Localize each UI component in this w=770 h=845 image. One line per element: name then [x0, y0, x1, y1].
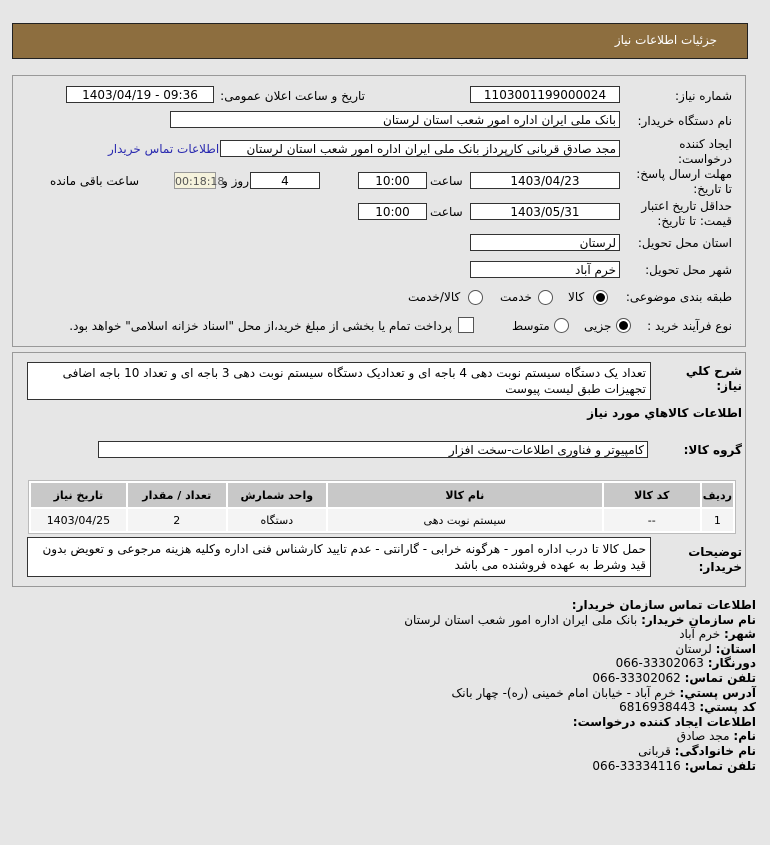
cell-unit: دستگاه	[228, 509, 326, 531]
contact-title: اطلاعات تماس سازمان خریدار:	[571, 598, 756, 612]
cell-name: سیستم نوبت دهی	[328, 509, 602, 531]
table-row	[31, 509, 733, 531]
goods-info-title: اطلاعات کالاهاي مورد نياز	[587, 406, 742, 420]
category-option-goods-service: کالا/خدمت	[408, 290, 461, 304]
creator-info-title: اطلاعات ایجاد کننده درخواست:	[572, 714, 756, 729]
col-qty: تعداد / مقدار	[128, 483, 226, 507]
col-row: ردیف	[702, 483, 733, 507]
buyer-contact-link[interactable]: اطلاعات تماس خریدار	[108, 142, 220, 156]
category-radio-goods-service[interactable]	[468, 290, 483, 305]
validity-date-field: 1403/05/31	[470, 203, 620, 220]
announce-field: 1403/04/19 - 09:36	[66, 86, 214, 103]
name-value: مجد صادق	[676, 729, 730, 744]
category-radio-service[interactable]	[538, 290, 553, 305]
page-title: جزئیات اطلاعات نیاز	[614, 33, 717, 47]
address-value: خرم آباد - خیابان امام خمینی (ره)- چهار بانک	[451, 685, 676, 700]
creator-field: مجد صادق قربانی کارپرداز بانک ملی ایران اداره امور شعب استان لرستان	[220, 140, 620, 157]
validity-label: حداقل تاریخ اعتبار قیمت: تا تاریخ:	[641, 199, 732, 228]
org-label: نام سازمان خریدار:	[641, 612, 756, 627]
org-value: بانک ملی ایران اداره امور شعب استان لرستان	[404, 612, 638, 627]
cell-qty: 2	[128, 509, 226, 531]
province-label: استان:	[715, 641, 756, 656]
col-code: کد کالا	[604, 483, 700, 507]
province-label: استان محل تحویل:	[637, 236, 732, 250]
goods-table	[28, 480, 736, 534]
province-field: لرستان	[470, 234, 620, 251]
table-header-row	[31, 483, 733, 507]
description-label: شرح کلي نياز:	[685, 364, 742, 393]
phone-label: تلفن تماس:	[684, 670, 756, 685]
fax-value: 066-33302063	[615, 656, 704, 671]
family-value: قربانی	[638, 743, 671, 758]
city-label: شهر محل تحویل:	[645, 263, 732, 277]
col-date: تاریخ نیاز	[31, 483, 126, 507]
validity-time-label: ساعت	[430, 205, 463, 219]
need-number-label: شماره نیاز:	[675, 89, 732, 103]
goods-group-label: گروه کالا:	[683, 443, 742, 457]
deadline-time-label: ساعت	[430, 174, 463, 188]
creator-phone-value: 066-33334116	[592, 758, 681, 773]
postal-value: 6816938443	[619, 700, 696, 715]
goods-group-field: کامپیوتر و فناوری اطلاعات-سخت افزار	[98, 441, 648, 458]
cell-code: --	[604, 509, 700, 531]
days-field: 4	[250, 172, 320, 189]
payment-note: پرداخت تمام یا بخشی از مبلغ خرید،از محل "اسناد خزانه اسلامی" خواهد بود.	[69, 319, 452, 333]
city-value: خرم آباد	[679, 627, 721, 642]
process-radio-minor[interactable]	[616, 318, 631, 333]
family-label: نام خانوادگی:	[674, 743, 756, 758]
process-label: نوع فرآیند خرید :	[647, 319, 732, 333]
process-option-minor: جزیی	[584, 319, 612, 333]
page-header	[12, 23, 748, 59]
announce-label: تاریخ و ساعت اعلان عمومی:	[220, 89, 365, 103]
deadline-label: مهلت ارسال پاسخ: تا تاریخ:	[636, 167, 732, 196]
treasury-payment-checkbox[interactable]	[458, 317, 474, 333]
name-label: نام:	[733, 729, 756, 744]
creator-phone-label: تلفن تماس:	[684, 758, 756, 773]
cell-date: 1403/04/25	[31, 509, 126, 531]
col-name: نام کالا	[328, 483, 602, 507]
creator-label: ایجاد کننده درخواست:	[678, 137, 732, 166]
need-number-field: 1103001199000024	[470, 86, 620, 103]
buyer-contact-info	[404, 598, 756, 773]
col-unit: واحد شمارش	[228, 483, 326, 507]
phone-value: 066-33302062	[592, 670, 681, 685]
postal-label: کد پستي:	[699, 700, 756, 715]
category-label: طبقه بندی موضوعی:	[625, 290, 732, 304]
city-field: خرم آباد	[470, 261, 620, 278]
deadline-date-field: 1403/04/23	[470, 172, 620, 189]
buyer-notes-field: حمل کالا تا درب اداره امور - هرگونه خرابی - گارانتی - عدم تایید کارشناس فنی اداره وکلیه هزینه مرجوعی و تعویض بدون قید وشرط به عهده فروشنده می باشد	[27, 537, 651, 577]
category-radio-goods[interactable]	[593, 290, 608, 305]
remaining-time-field: 00:18:18	[174, 172, 216, 189]
description-field: تعداد یک دستگاه سیستم نوبت دهی 4 باجه ای و تعدادیک دستگاه سیستم نوبت دهی 3 باجه ای و تعداد 10 باجه اضافی تجهیزات طبق لیست پیوست	[27, 362, 651, 400]
address-label: آدرس پستي:	[679, 685, 756, 700]
remaining-label: ساعت باقی مانده	[50, 174, 140, 188]
deadline-time-field: 10:00	[358, 172, 427, 189]
process-option-medium: متوسط	[512, 319, 550, 333]
cell-row: 1	[702, 509, 733, 531]
buyer-notes-label: توضیحات خریدار:	[688, 545, 742, 574]
category-option-goods: کالا	[568, 290, 585, 304]
fax-label: دورنگار:	[707, 656, 756, 671]
days-label: روز و	[222, 174, 249, 188]
buyer-org-field: بانک ملی ایران اداره امور شعب استان لرستان	[170, 111, 620, 128]
buyer-org-label: نام دستگاه خریدار:	[637, 114, 732, 128]
process-radio-medium[interactable]	[554, 318, 569, 333]
category-option-service: خدمت	[500, 290, 532, 304]
province-value: لرستان	[675, 641, 712, 656]
validity-time-field: 10:00	[358, 203, 427, 220]
city-label: شهر:	[724, 627, 756, 642]
